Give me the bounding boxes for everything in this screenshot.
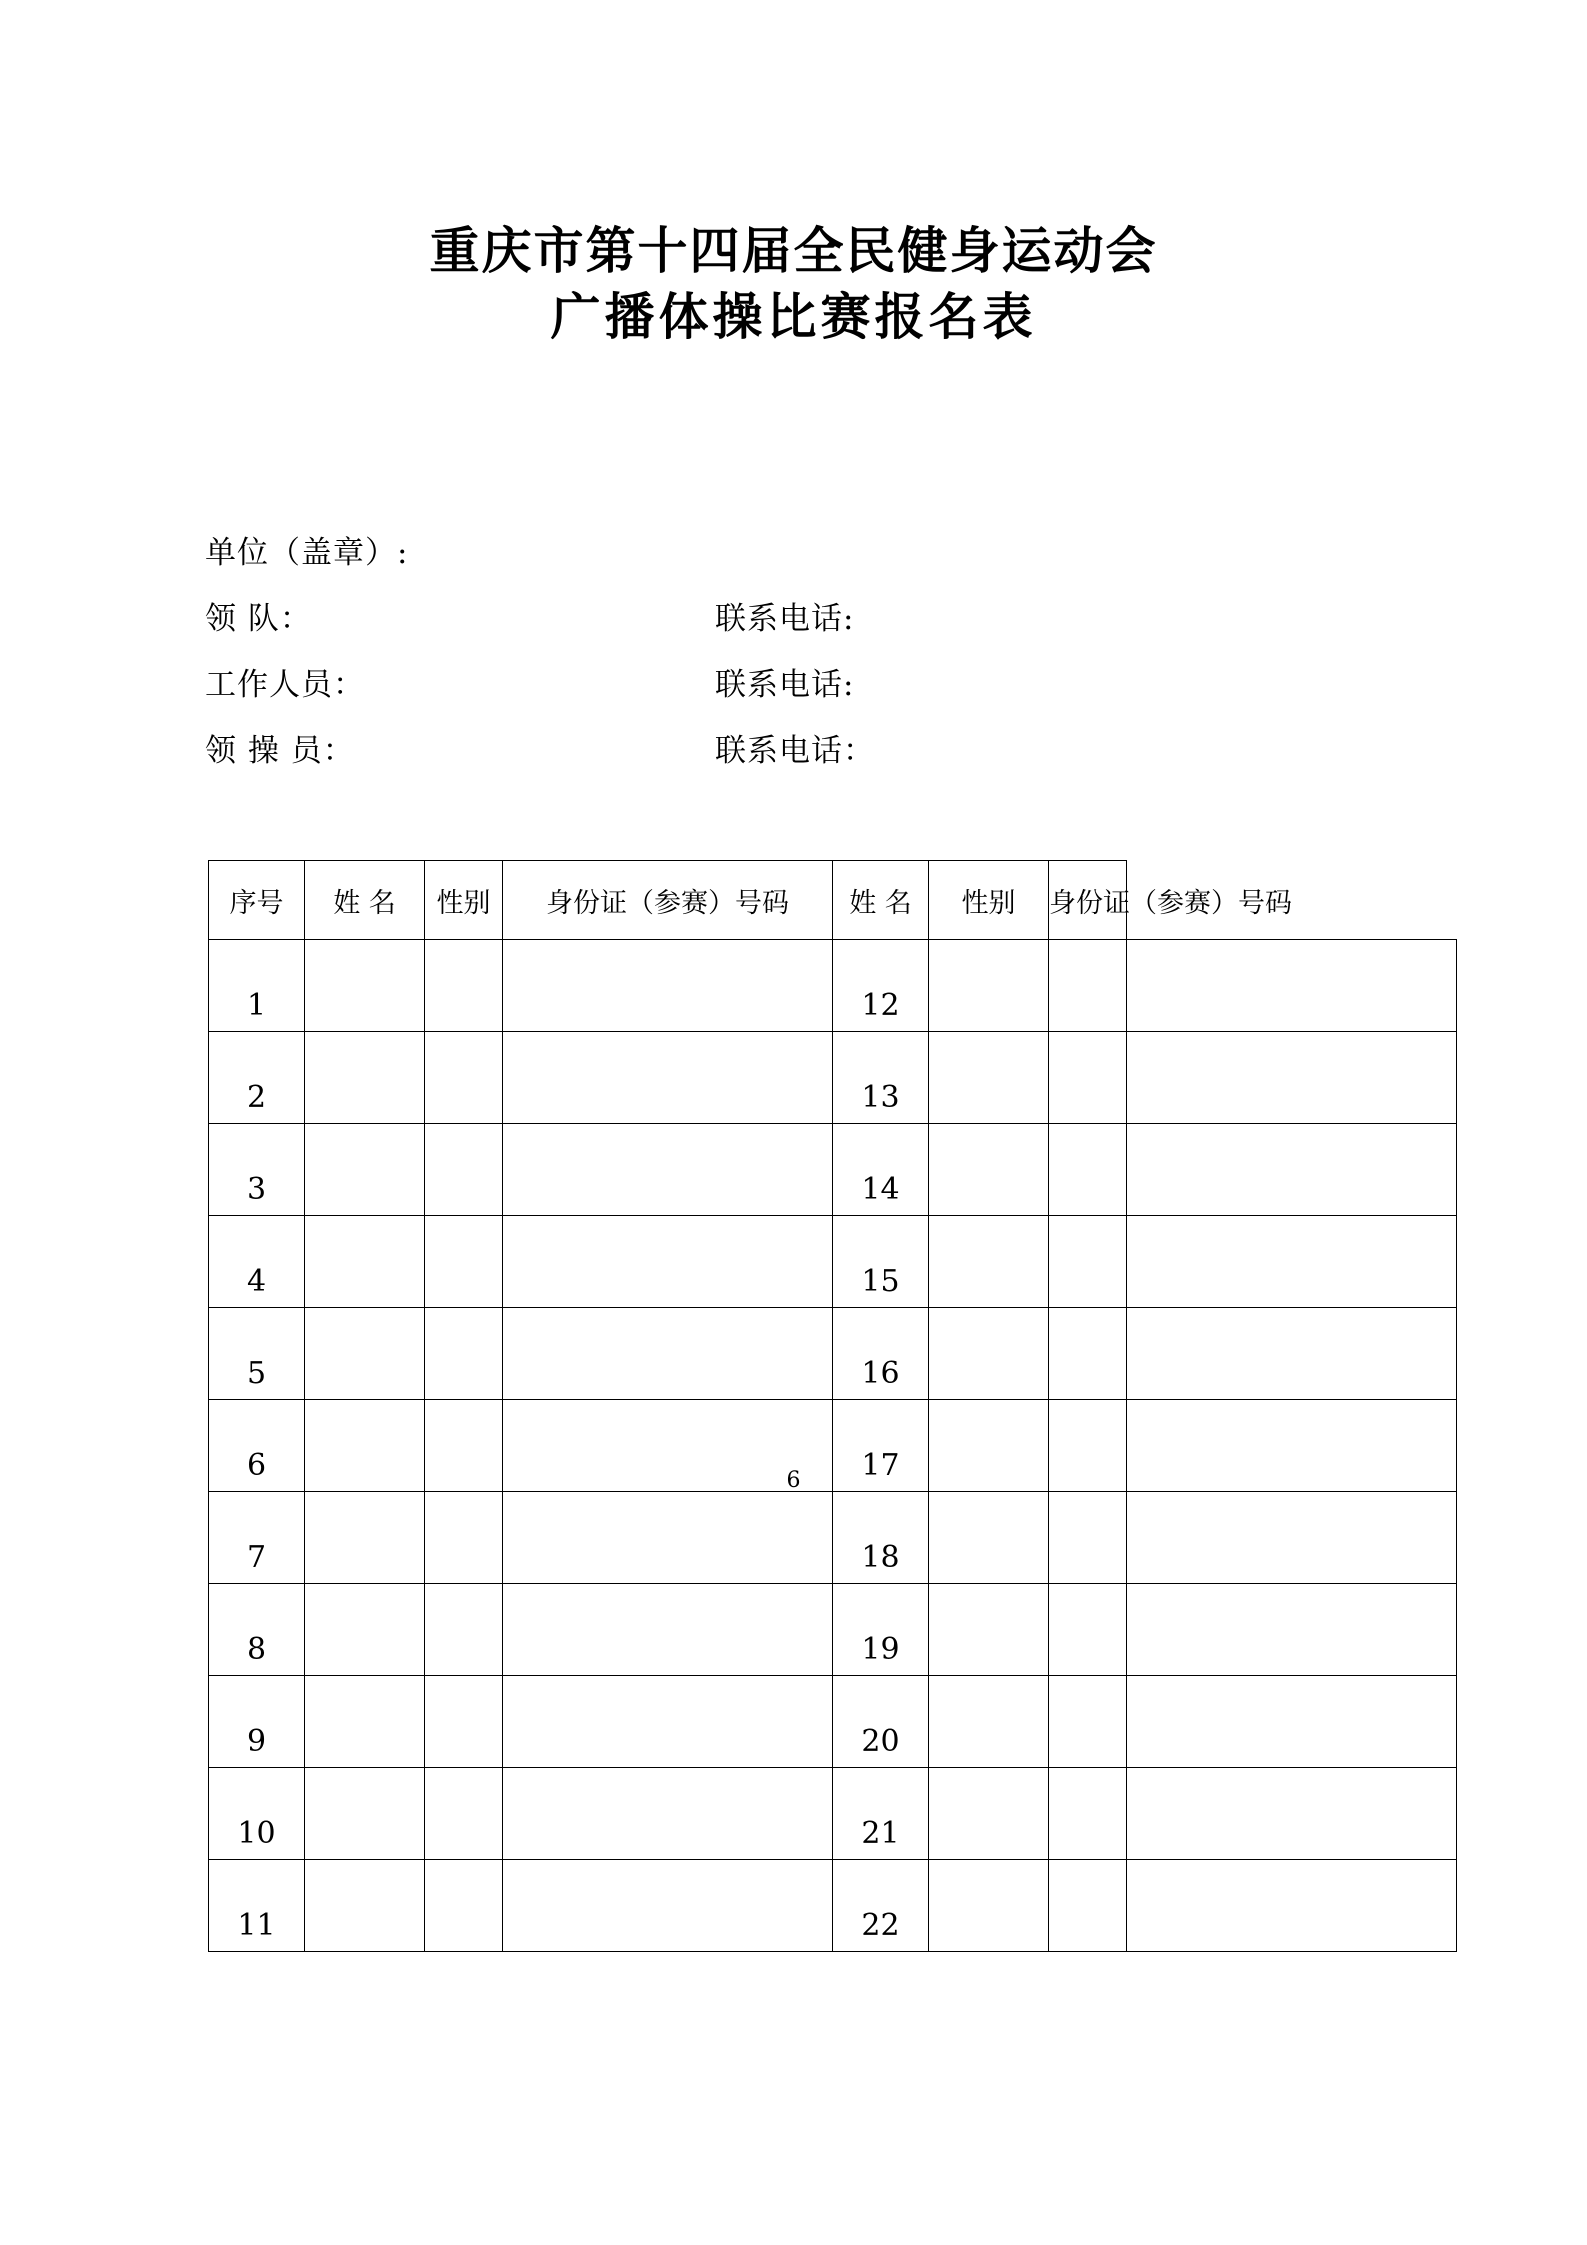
cell-index-right: 17 — [833, 1400, 929, 1492]
header-cell-name-left: 姓 名 — [305, 861, 425, 940]
cell-name-right[interactable] — [929, 1676, 1049, 1768]
cell-id-left[interactable] — [503, 940, 833, 1032]
cell-name-right[interactable] — [929, 1308, 1049, 1400]
form-label-unit: 单位（盖章）: — [205, 535, 409, 571]
cell-sex-left[interactable] — [425, 1584, 503, 1676]
form-fields — [205, 520, 1405, 784]
cell-index-right: 14 — [833, 1124, 929, 1216]
cell-name-left[interactable] — [305, 1768, 425, 1860]
header-cell-sex-left: 性别 — [425, 861, 503, 940]
table-header-row — [209, 861, 1457, 940]
form-label-lead-gymnast-phone: 联系电话： — [715, 733, 875, 769]
header-cell-id-left: 身份证（参赛）号码 — [503, 861, 833, 940]
cell-id-right[interactable] — [1127, 1308, 1457, 1400]
cell-id-right[interactable] — [1127, 1860, 1457, 1952]
table-row — [209, 1860, 1457, 1952]
table-row — [209, 1676, 1457, 1768]
cell-id-right[interactable] — [1127, 1216, 1457, 1308]
cell-id-left[interactable] — [503, 1860, 833, 1952]
cell-sex-left[interactable] — [425, 1308, 503, 1400]
cell-id-right[interactable] — [1127, 1584, 1457, 1676]
cell-index-left: 1 — [209, 940, 305, 1032]
cell-index-right: 12 — [833, 940, 929, 1032]
cell-id-left[interactable] — [503, 1492, 833, 1584]
cell-id-left[interactable] — [503, 1124, 833, 1216]
cell-name-right[interactable] — [929, 1860, 1049, 1952]
cell-sex-right[interactable] — [1049, 1308, 1127, 1400]
cell-name-left[interactable] — [305, 1032, 425, 1124]
cell-id-right[interactable] — [1127, 940, 1457, 1032]
table-row — [209, 1584, 1457, 1676]
form-label-staff-phone: 联系电话: — [715, 667, 855, 703]
table-row — [209, 1216, 1457, 1308]
cell-index-left: 11 — [209, 1860, 305, 1952]
cell-index-left: 2 — [209, 1032, 305, 1124]
cell-index-left: 8 — [209, 1584, 305, 1676]
title-line-2: 广播体操比赛报名表 — [550, 287, 1037, 346]
cell-id-right[interactable] — [1127, 1492, 1457, 1584]
cell-sex-right[interactable] — [1049, 1032, 1127, 1124]
cell-name-right[interactable] — [929, 1584, 1049, 1676]
cell-name-right[interactable] — [929, 1032, 1049, 1124]
cell-sex-right[interactable] — [1049, 1492, 1127, 1584]
form-row-unit — [205, 520, 1405, 586]
cell-id-right[interactable] — [1127, 1032, 1457, 1124]
cell-index-left: 9 — [209, 1676, 305, 1768]
cell-name-left[interactable] — [305, 1860, 425, 1952]
cell-index-right: 16 — [833, 1308, 929, 1400]
cell-name-right[interactable] — [929, 1216, 1049, 1308]
form-label-staff: 工作人员： — [205, 667, 365, 703]
cell-index-right: 19 — [833, 1584, 929, 1676]
cell-index-left: 5 — [209, 1308, 305, 1400]
title-line-1: 重庆市第十四届全民健身运动会 — [429, 221, 1158, 280]
header-cell-id-right: 身份证（参赛）号码 — [1049, 861, 1127, 940]
cell-id-right[interactable] — [1127, 1124, 1457, 1216]
page-number: 6 — [786, 1468, 801, 1493]
cell-index-right: 15 — [833, 1216, 929, 1308]
table-row — [209, 1768, 1457, 1860]
cell-id-right[interactable] — [1127, 1676, 1457, 1768]
header-cell-index-right: 姓 名 — [833, 861, 929, 940]
cell-name-left[interactable] — [305, 940, 425, 1032]
table-row — [209, 1308, 1457, 1400]
form-label-team-leader: 领 队： — [205, 601, 312, 637]
cell-index-right: 13 — [833, 1032, 929, 1124]
cell-index-right: 20 — [833, 1676, 929, 1768]
registration-table — [208, 860, 1457, 1952]
cell-sex-right[interactable] — [1049, 1124, 1127, 1216]
cell-id-left[interactable] — [503, 1768, 833, 1860]
form-row-lead-gymnast — [205, 718, 1405, 784]
header-cell-index: 序号 — [209, 861, 305, 940]
cell-index-right: 22 — [833, 1860, 929, 1952]
table-body — [209, 940, 1457, 1952]
cell-name-right[interactable] — [929, 1492, 1049, 1584]
cell-id-right[interactable] — [1127, 1768, 1457, 1860]
table-row — [209, 940, 1457, 1032]
cell-name-left[interactable] — [305, 1216, 425, 1308]
header-cell-sex-right: 性别 — [929, 861, 1049, 940]
cell-sex-right[interactable] — [1049, 1768, 1127, 1860]
cell-index-left: 4 — [209, 1216, 305, 1308]
cell-id-left[interactable] — [503, 1584, 833, 1676]
cell-sex-left[interactable] — [425, 1492, 503, 1584]
cell-name-left[interactable] — [305, 1584, 425, 1676]
cell-id-left[interactable] — [503, 1676, 833, 1768]
cell-name-right[interactable] — [929, 1124, 1049, 1216]
cell-id-left[interactable] — [503, 1216, 833, 1308]
cell-name-left[interactable] — [305, 1676, 425, 1768]
cell-sex-left[interactable] — [425, 1216, 503, 1308]
cell-sex-right[interactable] — [1049, 1216, 1127, 1308]
cell-name-left[interactable] — [305, 1308, 425, 1400]
table-row — [209, 1124, 1457, 1216]
cell-id-left[interactable] — [503, 1032, 833, 1124]
cell-sex-right[interactable] — [1049, 1860, 1127, 1952]
form-label-lead-gymnast: 领 操 员： — [205, 733, 355, 769]
cell-sex-right[interactable] — [1049, 1584, 1127, 1676]
cell-id-left[interactable] — [503, 1308, 833, 1400]
table-row — [209, 1032, 1457, 1124]
cell-sex-left[interactable] — [425, 1032, 503, 1124]
cell-name-left[interactable] — [305, 1492, 425, 1584]
cell-sex-left[interactable] — [425, 940, 503, 1032]
cell-index-right: 21 — [833, 1768, 929, 1860]
cell-sex-left[interactable] — [425, 1860, 503, 1952]
cell-name-right[interactable] — [929, 940, 1049, 1032]
cell-index-left: 10 — [209, 1768, 305, 1860]
table-row — [209, 1492, 1457, 1584]
cell-sex-left[interactable] — [425, 1768, 503, 1860]
cell-index-right: 18 — [833, 1492, 929, 1584]
page-title — [0, 218, 1587, 350]
cell-name-left[interactable] — [305, 1124, 425, 1216]
cell-sex-left[interactable] — [425, 1124, 503, 1216]
cell-sex-right[interactable] — [1049, 940, 1127, 1032]
form-row-staff — [205, 652, 1405, 718]
form-row-team-leader — [205, 586, 1405, 652]
cell-sex-right[interactable] — [1049, 1676, 1127, 1768]
form-label-team-leader-phone: 联系电话: — [715, 601, 855, 637]
cell-index-left: 6 — [209, 1400, 305, 1492]
cell-index-left: 3 — [209, 1124, 305, 1216]
cell-index-left: 7 — [209, 1492, 305, 1584]
cell-name-right[interactable] — [929, 1768, 1049, 1860]
cell-sex-left[interactable] — [425, 1676, 503, 1768]
